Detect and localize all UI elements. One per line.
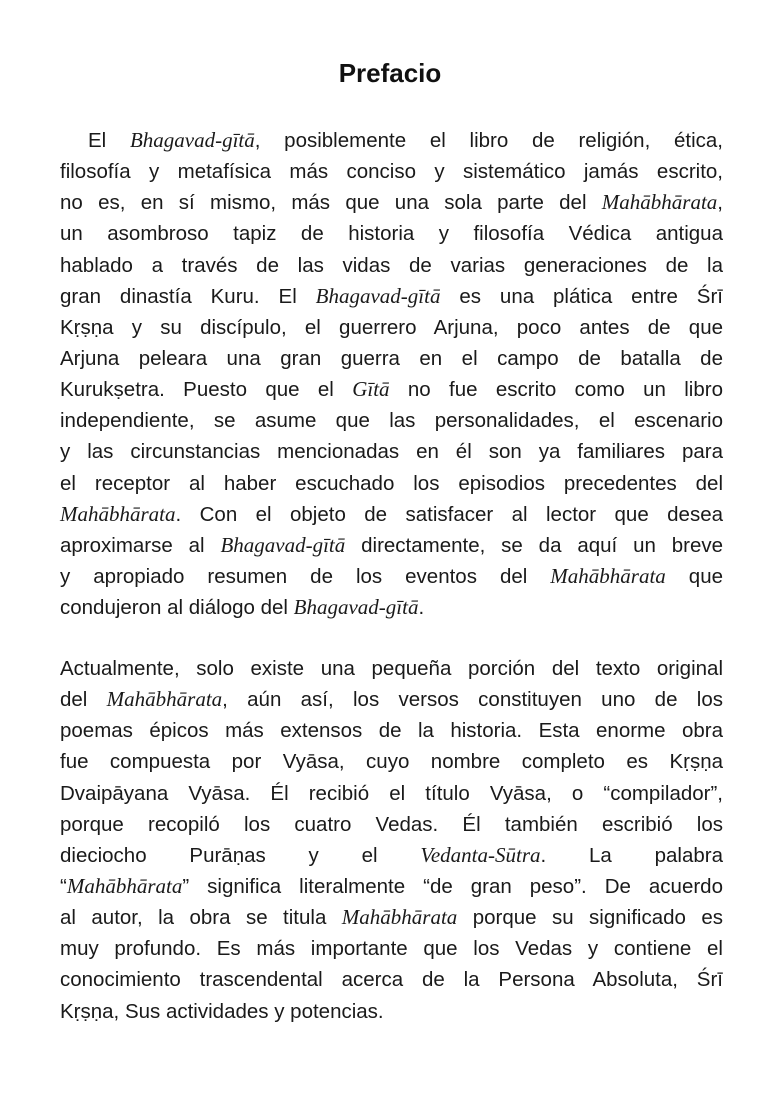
- text-segment: aproximarse al: [60, 533, 221, 557]
- text-segment: y apropiado resumen de los eventos del: [60, 564, 551, 588]
- text-segment: directamente, se da aquí un breve: [345, 533, 724, 557]
- text-segment: hablado a través de las vidas de varias generaciones de la: [60, 253, 723, 277]
- text-segment: no fue escrito como un libro: [389, 378, 723, 402]
- text-line: [60, 125, 723, 156]
- text-line: [60, 684, 723, 715]
- text-line: [60, 312, 723, 343]
- text-line: [60, 374, 723, 405]
- italic-term: Bhagavad-gītā: [220, 532, 346, 557]
- italic-term: Bhagavad-gītā: [293, 595, 419, 620]
- italic-term: Mahābhārata: [341, 905, 458, 930]
- text-line: [60, 405, 723, 436]
- text-line: [60, 499, 723, 530]
- text-line: [60, 871, 723, 902]
- text-line: [60, 218, 723, 249]
- text-segment: Kṛṣṇa, Sus actividades y potencias.: [60, 999, 384, 1023]
- text-line: [60, 468, 723, 499]
- text-line: [60, 561, 723, 592]
- text-line: [60, 996, 723, 1027]
- text-segment: Kurukṣetra. Puesto que el: [60, 378, 353, 402]
- text-line: [60, 436, 723, 467]
- text-segment: al autor, la obra se titula: [60, 906, 342, 930]
- italic-term: Bhagavad-gītā: [315, 283, 441, 308]
- text-line: [60, 281, 723, 312]
- text-line: [60, 746, 723, 777]
- text-segment: poemas épicos más extensos de la historia. Esta enorme obra: [60, 719, 723, 743]
- text-line: [60, 592, 723, 623]
- text-segment: ” significa literalmente “de gran peso”. De acuerdo: [182, 874, 723, 898]
- text-line: [60, 840, 723, 871]
- italic-term: Mahābhārata: [550, 563, 666, 588]
- italic-term: Mahābhārata: [106, 687, 223, 712]
- text-segment: porque recopiló los cuatro Vedas. Él también escribió los: [60, 812, 723, 836]
- paragraph-1: [60, 125, 723, 623]
- text-segment: muy profundo. Es más importante que los Vedas y contiene el: [60, 937, 723, 961]
- text-segment: filosofía y metafísica más conciso y sistemático jamás escrito,: [60, 160, 723, 184]
- text-segment: un asombroso tapiz de historia y filosofía Védica antigua: [60, 222, 723, 246]
- text-segment: . La palabra: [540, 843, 723, 867]
- text-segment: Dvaipāyana Vyāsa. Él recibió el título Vyāsa, o “compilador”,: [60, 781, 723, 805]
- text-segment: dieciocho Purāṇas y el: [60, 843, 421, 867]
- text-segment: Arjuna peleara una gran guerra en el campo de batalla de: [60, 346, 723, 370]
- text-segment: condujeron al diálogo del: [60, 596, 294, 620]
- text-segment: Actualmente, solo existe una pequeña porción del texto original: [60, 657, 723, 680]
- text-segment: conocimiento trascendental acerca de la Persona Absoluta, Śrī: [60, 968, 723, 992]
- text-line: [60, 653, 723, 684]
- text-line: [60, 343, 723, 374]
- italic-term: Vedanta-Sūtra: [420, 842, 541, 867]
- text-line: [60, 715, 723, 746]
- text-segment: ,: [717, 191, 723, 215]
- text-line: [60, 187, 723, 218]
- text-segment: y las circunstancias mencionadas en él son ya familiares para: [60, 440, 723, 464]
- italic-term: Bhagavad-gītā: [129, 128, 255, 152]
- italic-term: Mahābhārata: [601, 190, 718, 215]
- text-segment: es una plática entre Śrī: [440, 284, 723, 308]
- text-segment: .: [418, 596, 425, 620]
- text-segment: , posiblemente el libro de religión, ética,: [254, 129, 723, 152]
- italic-term: Mahābhārata: [60, 501, 176, 526]
- italic-term: Mahābhārata: [66, 873, 183, 898]
- text-segment: . Con el objeto de satisfacer al lector que desea: [175, 502, 723, 526]
- text-segment: “: [60, 874, 67, 898]
- text-segment: porque su significado es: [457, 906, 724, 930]
- text-line: [60, 156, 723, 187]
- text-line: [60, 809, 723, 840]
- italic-term: Gītā: [352, 377, 390, 402]
- page-title: Prefacio: [338, 58, 442, 88]
- text-segment: que: [665, 564, 723, 588]
- paragraph-2: [60, 653, 723, 1027]
- text-segment: gran dinastía Kuru. El: [60, 284, 316, 308]
- text-segment: Kṛṣṇa y su discípulo, el guerrero Arjuna, poco antes de que: [60, 315, 723, 339]
- text-line: [60, 250, 723, 281]
- text-segment: fue compuesta por Vyāsa, cuyo nombre completo es Kṛṣṇa: [60, 750, 723, 774]
- text-line: [60, 964, 723, 995]
- text-line: [60, 530, 723, 561]
- text-segment: del: [60, 688, 107, 712]
- text-segment: el receptor al haber escuchado los episodios precedentes del: [60, 471, 723, 495]
- text-segment: , aún así, los versos constituyen uno de los: [222, 688, 723, 712]
- text-line: [60, 902, 723, 933]
- text-line: [60, 778, 723, 809]
- text-segment: no es, en sí mismo, más que una sola parte del: [60, 191, 602, 215]
- text-segment: El: [88, 129, 130, 152]
- text-segment: independiente, se asume que las personalidades, el escenario: [60, 409, 723, 433]
- text-line: [60, 933, 723, 964]
